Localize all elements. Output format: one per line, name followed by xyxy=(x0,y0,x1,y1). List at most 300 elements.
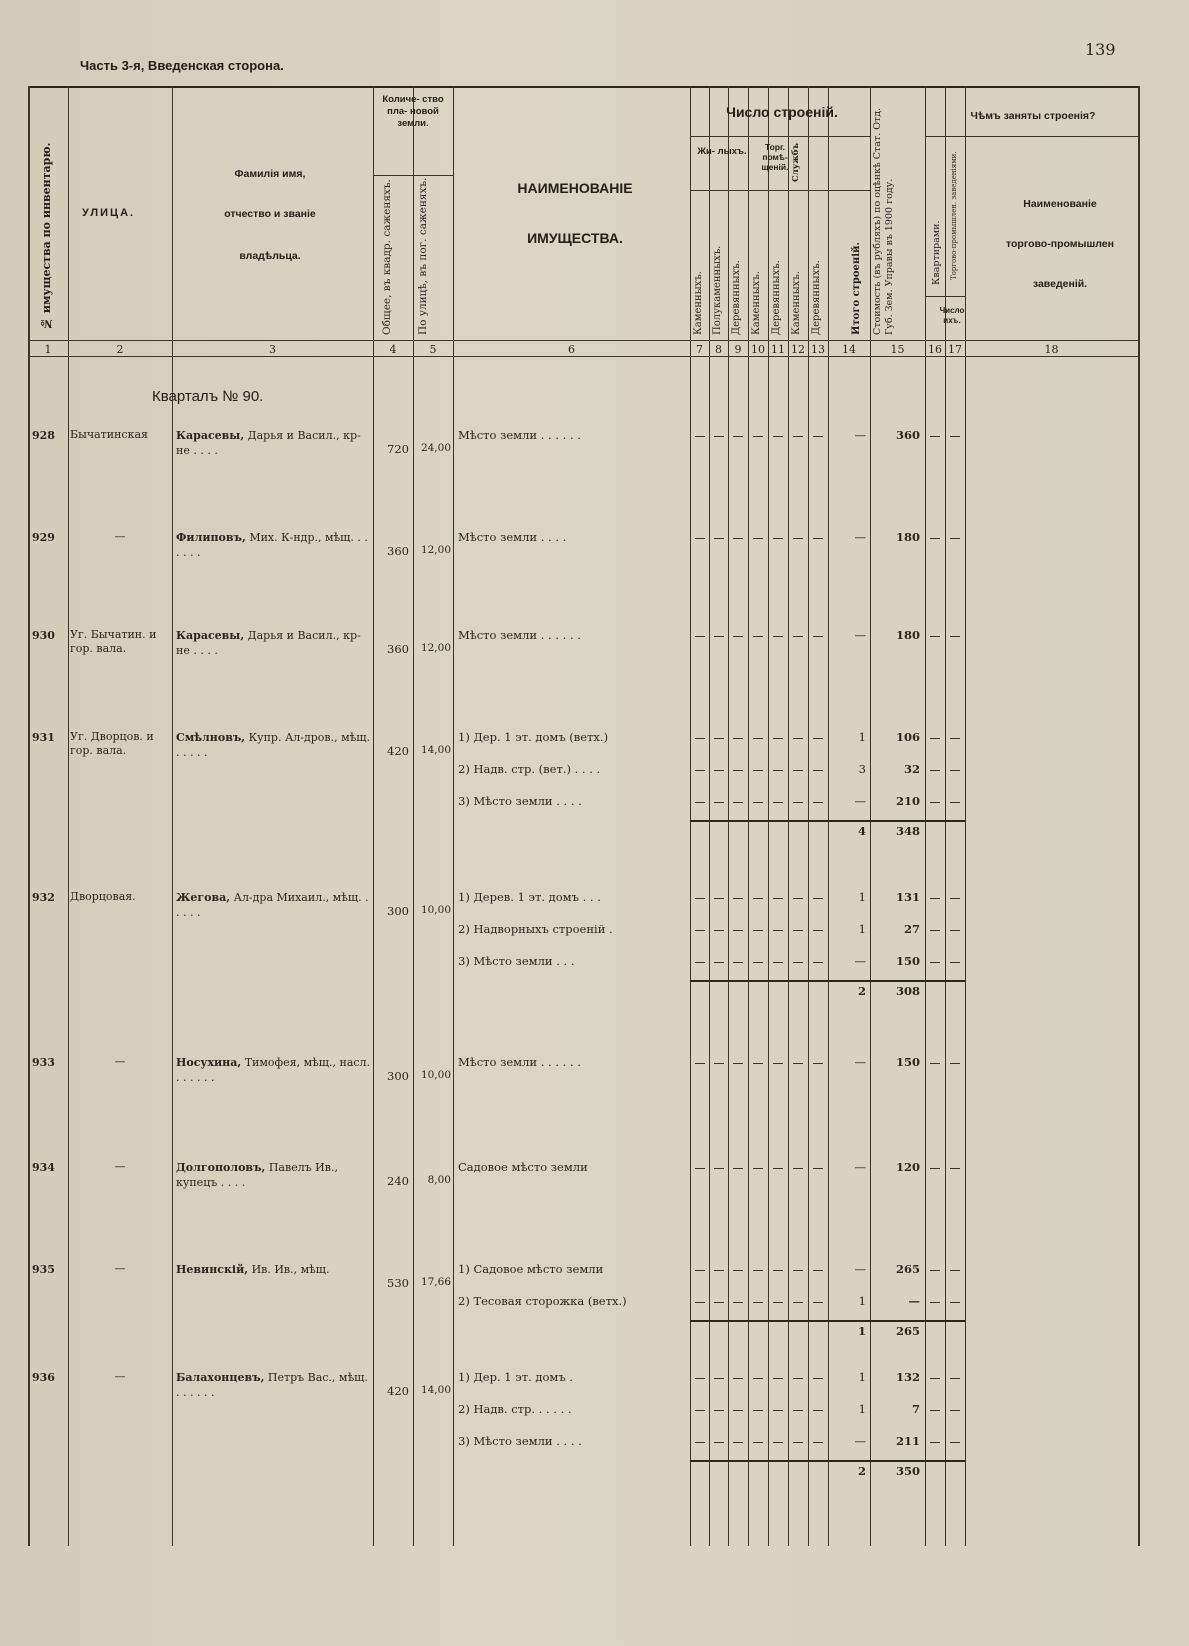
owner-name xyxy=(176,628,371,658)
total-buildings: — xyxy=(854,628,866,642)
property-item: 1) Дерев. 1 эт. домъ . . . xyxy=(458,890,601,904)
header-area: Общее, въ квадр. саженяхъ. xyxy=(381,179,393,335)
empty-dash xyxy=(695,962,705,963)
empty-dash xyxy=(813,1378,823,1379)
cost-value: 210 xyxy=(895,794,920,808)
column-rule xyxy=(965,86,966,1546)
cost-value: 132 xyxy=(895,1370,920,1384)
empty-dash xyxy=(714,1378,724,1379)
property-item: 3) Мѣсто земли . . . xyxy=(458,954,575,968)
total-buildings: 1 xyxy=(858,730,866,744)
empty-dash xyxy=(773,1410,783,1411)
empty-dash xyxy=(753,1063,763,1064)
land-area: 240 xyxy=(387,1174,409,1188)
empty-dash xyxy=(733,1410,743,1411)
header-trade: Торг. помѣ- щеній. xyxy=(761,142,789,172)
land-frontage: 14,00 xyxy=(420,744,451,756)
total-buildings: — xyxy=(854,954,866,968)
empty-dash xyxy=(793,1442,803,1443)
empty-dash xyxy=(930,898,940,899)
empty-dash xyxy=(753,1302,763,1303)
header-trade-est: Торгово-промышлен. заведеніями. xyxy=(950,151,958,280)
empty-dash xyxy=(813,738,823,739)
owner-details: Купр. Ал-дров., мѣщ. . . . . . xyxy=(176,731,371,759)
empty-dash xyxy=(733,1063,743,1064)
subtotal-buildings: 2 xyxy=(857,1464,866,1478)
record-number: 929 xyxy=(32,531,55,544)
empty-dash xyxy=(930,1378,940,1379)
empty-dash xyxy=(714,1168,724,1169)
owner-name xyxy=(176,530,371,560)
owner-name xyxy=(176,1262,371,1277)
cost-value: 7 xyxy=(911,1402,920,1416)
section-title: Часть 3-я, Введенская сторона. xyxy=(80,58,284,73)
header-property-2: ИМУЩЕСТВА. xyxy=(527,230,623,246)
owner-details: Тимофея, мѣщ., насл. . . . . . . xyxy=(176,1056,371,1084)
empty-dash xyxy=(930,1302,940,1303)
property-item: 2) Надв. стр. . . . . . xyxy=(458,1402,572,1416)
empty-dash xyxy=(930,1410,940,1411)
empty-dash xyxy=(753,436,763,437)
empty-dash xyxy=(930,538,940,539)
empty-dash xyxy=(714,802,724,803)
header-subrule xyxy=(690,136,870,137)
empty-dash xyxy=(813,898,823,899)
owner-name xyxy=(176,428,371,458)
record-number: 933 xyxy=(32,1056,55,1069)
empty-dash xyxy=(733,436,743,437)
empty-dash xyxy=(773,898,783,899)
empty-dash xyxy=(733,738,743,739)
header-trade-names-2: торгово-промышлен xyxy=(1006,238,1114,250)
column-rule xyxy=(172,86,173,1546)
empty-dash xyxy=(714,1063,724,1064)
empty-dash xyxy=(695,538,705,539)
cost-value: 27 xyxy=(903,922,920,936)
street-name: Бычатинская xyxy=(70,428,148,441)
owner-surname: Смѣлновъ, xyxy=(176,731,246,744)
header-subrule xyxy=(925,296,965,297)
record-number: 934 xyxy=(32,1161,55,1174)
empty-dash xyxy=(714,930,724,931)
empty-dash xyxy=(773,1378,783,1379)
empty-dash xyxy=(753,538,763,539)
empty-dash xyxy=(950,770,960,771)
total-buildings: — xyxy=(854,428,866,442)
empty-dash xyxy=(733,1168,743,1169)
cost-value: — xyxy=(908,1294,920,1308)
empty-dash xyxy=(950,436,960,437)
column-rule xyxy=(28,86,30,1546)
column-number: 14 xyxy=(842,343,856,356)
header-street: УЛИЦА. xyxy=(82,207,136,219)
empty-dash xyxy=(714,1270,724,1271)
empty-dash xyxy=(695,770,705,771)
empty-dash xyxy=(773,1302,783,1303)
empty-dash xyxy=(793,802,803,803)
empty-dash xyxy=(695,738,705,739)
empty-dash xyxy=(733,930,743,931)
empty-dash xyxy=(930,636,940,637)
column-rule xyxy=(413,86,414,1546)
header-service: Службъ xyxy=(791,143,801,182)
owner-surname: Балахонцевъ, xyxy=(176,1371,265,1384)
total-buildings: — xyxy=(854,1160,866,1174)
header-apartments: Квартирами. xyxy=(931,220,942,285)
header-frontage: По улицѣ, въ пог. саженяхъ. xyxy=(417,177,429,335)
empty-dash xyxy=(773,738,783,739)
owner-details: Дарья и Васил., кр-не . . . . xyxy=(176,629,361,657)
colnum-bottom-border xyxy=(28,356,1138,357)
empty-dash xyxy=(793,1168,803,1169)
page-number: 139 xyxy=(1085,40,1116,59)
empty-dash xyxy=(793,1410,803,1411)
column-number: 17 xyxy=(948,343,962,356)
column-rule xyxy=(788,86,789,1546)
empty-dash xyxy=(695,1378,705,1379)
column-rule xyxy=(768,86,769,1546)
owner-details: Ив. Ив., мѣщ. xyxy=(251,1263,330,1276)
empty-dash xyxy=(753,802,763,803)
empty-dash xyxy=(813,436,823,437)
owner-details: Павелъ Ив., купецъ . . . . xyxy=(176,1161,338,1189)
empty-dash xyxy=(950,1410,960,1411)
cost-value: 211 xyxy=(895,1434,920,1448)
property-item: Мѣсто земли . . . . xyxy=(458,530,567,544)
land-frontage: 8,00 xyxy=(427,1174,451,1186)
column-number: 5 xyxy=(429,343,437,356)
subtotal-cost: 308 xyxy=(895,984,920,998)
owner-surname: Карасевы, xyxy=(176,629,245,642)
header-total: Итого строеній. xyxy=(851,242,862,335)
column-number: 10 xyxy=(751,343,765,356)
total-buildings: — xyxy=(854,1434,866,1448)
street-name: Дворцовая. xyxy=(70,890,136,903)
empty-dash xyxy=(773,770,783,771)
header-k6: Каменныхъ. xyxy=(791,271,802,335)
subtotal-rule xyxy=(690,980,965,982)
empty-dash xyxy=(930,436,940,437)
empty-dash xyxy=(793,1270,803,1271)
owner-surname: Долгополовъ, xyxy=(176,1161,266,1174)
empty-dash xyxy=(773,1168,783,1169)
empty-dash xyxy=(813,930,823,931)
subtotal-buildings: 1 xyxy=(857,1324,866,1338)
owner-details: Дарья и Васил., кр-не . . . . xyxy=(176,429,361,457)
header-owner-1: Фамилія имя, xyxy=(234,168,306,180)
property-item: Мѣсто земли . . . . . . xyxy=(458,1055,581,1069)
column-number: 8 xyxy=(715,343,722,356)
column-number: 18 xyxy=(1044,343,1059,356)
street-name: — xyxy=(114,1262,126,1275)
column-number: 12 xyxy=(791,343,805,356)
record-number: 931 xyxy=(32,731,55,744)
empty-dash xyxy=(753,1378,763,1379)
property-item: 1) Дер. 1 эт. домъ (ветх.) xyxy=(458,730,609,744)
empty-dash xyxy=(813,962,823,963)
column-rule xyxy=(945,86,946,1546)
empty-dash xyxy=(813,538,823,539)
empty-dash xyxy=(753,1442,763,1443)
header-subrule xyxy=(373,175,453,176)
subtotal-rule xyxy=(690,1320,965,1322)
empty-dash xyxy=(773,1442,783,1443)
empty-dash xyxy=(950,1302,960,1303)
empty-dash xyxy=(695,930,705,931)
property-item: 2) Надворныхъ строеній . xyxy=(458,922,613,936)
empty-dash xyxy=(695,1063,705,1064)
empty-dash xyxy=(813,1270,823,1271)
empty-dash xyxy=(714,962,724,963)
total-buildings: — xyxy=(854,530,866,544)
empty-dash xyxy=(793,738,803,739)
empty-dash xyxy=(733,898,743,899)
header-land: Количе- ство пла- новой земли. xyxy=(382,94,444,129)
empty-dash xyxy=(695,436,705,437)
empty-dash xyxy=(793,636,803,637)
subtotal-buildings: 4 xyxy=(857,824,866,838)
owner-name xyxy=(176,730,371,760)
land-frontage: 12,00 xyxy=(420,544,451,556)
cost-value: 120 xyxy=(895,1160,920,1174)
header-owner-3: владѣльца. xyxy=(239,250,301,262)
empty-dash xyxy=(813,802,823,803)
empty-dash xyxy=(930,1063,940,1064)
empty-dash xyxy=(714,1410,724,1411)
empty-dash xyxy=(695,1410,705,1411)
subtotal-cost: 265 xyxy=(895,1324,920,1338)
total-buildings: 1 xyxy=(858,1370,866,1384)
empty-dash xyxy=(695,898,705,899)
empty-dash xyxy=(695,1168,705,1169)
empty-dash xyxy=(950,636,960,637)
empty-dash xyxy=(930,962,940,963)
header-k2: Полукаменныхъ. xyxy=(712,245,723,335)
empty-dash xyxy=(733,802,743,803)
empty-dash xyxy=(793,770,803,771)
empty-dash xyxy=(813,1410,823,1411)
column-rule xyxy=(1138,86,1140,1546)
column-rule xyxy=(709,86,710,1546)
empty-dash xyxy=(753,738,763,739)
cost-value: 180 xyxy=(895,530,920,544)
subtotal-cost: 348 xyxy=(895,824,920,838)
empty-dash xyxy=(950,962,960,963)
empty-dash xyxy=(813,1442,823,1443)
empty-dash xyxy=(793,930,803,931)
empty-dash xyxy=(733,538,743,539)
empty-dash xyxy=(773,802,783,803)
column-rule xyxy=(453,86,454,1546)
owner-surname: Жегова, xyxy=(176,891,231,904)
empty-dash xyxy=(733,1270,743,1271)
owner-name xyxy=(176,1160,371,1190)
header-subrule xyxy=(690,190,870,191)
street-name: — xyxy=(114,1055,126,1068)
record-number: 932 xyxy=(32,891,55,904)
owner-name xyxy=(176,1370,371,1400)
empty-dash xyxy=(733,1302,743,1303)
column-number: 2 xyxy=(116,343,124,356)
empty-dash xyxy=(773,538,783,539)
empty-dash xyxy=(950,1442,960,1443)
empty-dash xyxy=(793,1378,803,1379)
land-area: 360 xyxy=(387,642,409,656)
column-rule xyxy=(828,86,829,1546)
empty-dash xyxy=(930,802,940,803)
empty-dash xyxy=(753,930,763,931)
column-rule xyxy=(690,86,691,1546)
owner-details: Ал-дра Михаил., мѣщ. . . . . . xyxy=(176,891,369,919)
empty-dash xyxy=(813,1063,823,1064)
record-number: 928 xyxy=(32,429,55,442)
empty-dash xyxy=(695,802,705,803)
header-k3: Деревянныхъ. xyxy=(731,260,742,335)
street-name: Уг. Дворцов. и гор. вала. xyxy=(70,730,154,757)
empty-dash xyxy=(714,738,724,739)
empty-dash xyxy=(930,930,940,931)
cost-value: 106 xyxy=(895,730,920,744)
empty-dash xyxy=(695,1302,705,1303)
total-buildings: 1 xyxy=(858,922,866,936)
owner-surname: Носухина, xyxy=(176,1056,242,1069)
total-buildings: 1 xyxy=(858,1294,866,1308)
empty-dash xyxy=(753,1270,763,1271)
empty-dash xyxy=(950,1270,960,1271)
total-buildings: 3 xyxy=(858,762,866,776)
empty-dash xyxy=(714,1302,724,1303)
header-occupied: Чѣмъ заняты строенія? xyxy=(970,110,1096,122)
header-living: Жи- лыхъ. xyxy=(697,146,747,157)
header-inventory-no: № имущества по инвентарю. xyxy=(40,142,53,330)
empty-dash xyxy=(950,538,960,539)
owner-surname: Филиповъ, xyxy=(176,531,246,544)
column-number: 11 xyxy=(771,343,785,356)
empty-dash xyxy=(714,538,724,539)
empty-dash xyxy=(950,1063,960,1064)
land-area: 720 xyxy=(387,442,409,456)
empty-dash xyxy=(773,636,783,637)
header-k5: Деревянныхъ. xyxy=(771,260,782,335)
empty-dash xyxy=(793,436,803,437)
column-number: 1 xyxy=(44,343,52,356)
empty-dash xyxy=(714,770,724,771)
subtotal-rule xyxy=(690,1460,965,1462)
column-number: 4 xyxy=(389,343,397,356)
owner-details: Мих. К-ндр., мѣщ. . . . . . . xyxy=(176,531,368,559)
column-rule xyxy=(68,86,69,1546)
column-number: 7 xyxy=(696,343,703,356)
empty-dash xyxy=(753,770,763,771)
subtotal-rule xyxy=(690,820,965,822)
cost-value: 150 xyxy=(895,954,920,968)
header-trade-names-1: Наименованіе xyxy=(1023,198,1097,210)
total-buildings: — xyxy=(854,1262,866,1276)
street-name: — xyxy=(114,1370,126,1383)
empty-dash xyxy=(950,738,960,739)
column-rule xyxy=(870,86,871,1546)
empty-dash xyxy=(793,898,803,899)
record-number: 935 xyxy=(32,1263,55,1276)
land-frontage: 24,00 xyxy=(420,442,451,454)
empty-dash xyxy=(793,1302,803,1303)
empty-dash xyxy=(813,770,823,771)
empty-dash xyxy=(773,962,783,963)
land-frontage: 10,00 xyxy=(420,904,451,916)
land-area: 530 xyxy=(387,1276,409,1290)
column-number: 13 xyxy=(811,343,825,356)
cost-value: 180 xyxy=(895,628,920,642)
empty-dash xyxy=(714,898,724,899)
empty-dash xyxy=(950,1378,960,1379)
header-bottom-border xyxy=(28,340,1138,341)
empty-dash xyxy=(733,636,743,637)
property-item: Мѣсто земли . . . . . . xyxy=(458,628,581,642)
empty-dash xyxy=(733,1442,743,1443)
empty-dash xyxy=(930,1442,940,1443)
property-item: 3) Мѣсто земли . . . . xyxy=(458,1434,582,1448)
empty-dash xyxy=(714,636,724,637)
land-area: 360 xyxy=(387,544,409,558)
header-k7: Деревянныхъ. xyxy=(811,260,822,335)
empty-dash xyxy=(753,1410,763,1411)
land-frontage: 12,00 xyxy=(420,642,451,654)
owner-surname: Невинскій, xyxy=(176,1263,249,1276)
empty-dash xyxy=(733,770,743,771)
empty-dash xyxy=(813,636,823,637)
header-owner-2: отчество и званіе xyxy=(224,208,316,220)
land-frontage: 17,66 xyxy=(420,1276,451,1288)
property-item: 1) Дер. 1 эт. домъ . xyxy=(458,1370,573,1384)
empty-dash xyxy=(773,1063,783,1064)
cost-value: 131 xyxy=(895,890,920,904)
empty-dash xyxy=(813,1302,823,1303)
empty-dash xyxy=(930,1270,940,1271)
column-rule xyxy=(808,86,809,1546)
subtotal-buildings: 2 xyxy=(857,984,866,998)
column-number: 16 xyxy=(928,343,942,356)
column-rule xyxy=(373,86,374,1546)
record-number: 936 xyxy=(32,1371,55,1384)
property-item: Мѣсто земли . . . . . . xyxy=(458,428,581,442)
empty-dash xyxy=(773,930,783,931)
header-property-1: НАИМЕНОВАНІЕ xyxy=(517,180,633,196)
property-item: 1) Садовое мѣсто земли xyxy=(458,1262,604,1276)
empty-dash xyxy=(753,962,763,963)
column-number: 3 xyxy=(269,343,276,356)
table-top-border xyxy=(28,86,1138,88)
total-buildings: — xyxy=(854,794,866,808)
empty-dash xyxy=(793,1063,803,1064)
property-item: 3) Мѣсто земли . . . . xyxy=(458,794,582,808)
empty-dash xyxy=(773,436,783,437)
empty-dash xyxy=(695,1442,705,1443)
owner-name xyxy=(176,1055,371,1085)
quarter-title: Кварталъ № 90. xyxy=(152,388,264,405)
total-buildings: 1 xyxy=(858,1402,866,1416)
property-item: 2) Надв. стр. (вет.) . . . . xyxy=(458,762,601,776)
empty-dash xyxy=(950,1168,960,1169)
property-item: 2) Тесовая сторожка (ветх.) xyxy=(458,1294,627,1308)
owner-surname: Карасевы, xyxy=(176,429,245,442)
owner-details: Петръ Вас., мѣщ. . . . . . . xyxy=(176,1371,368,1399)
header-subrule xyxy=(925,136,1138,137)
empty-dash xyxy=(950,802,960,803)
empty-dash xyxy=(930,1168,940,1169)
cost-value: 265 xyxy=(895,1262,920,1276)
land-area: 300 xyxy=(387,904,409,918)
street-name: — xyxy=(114,530,126,543)
